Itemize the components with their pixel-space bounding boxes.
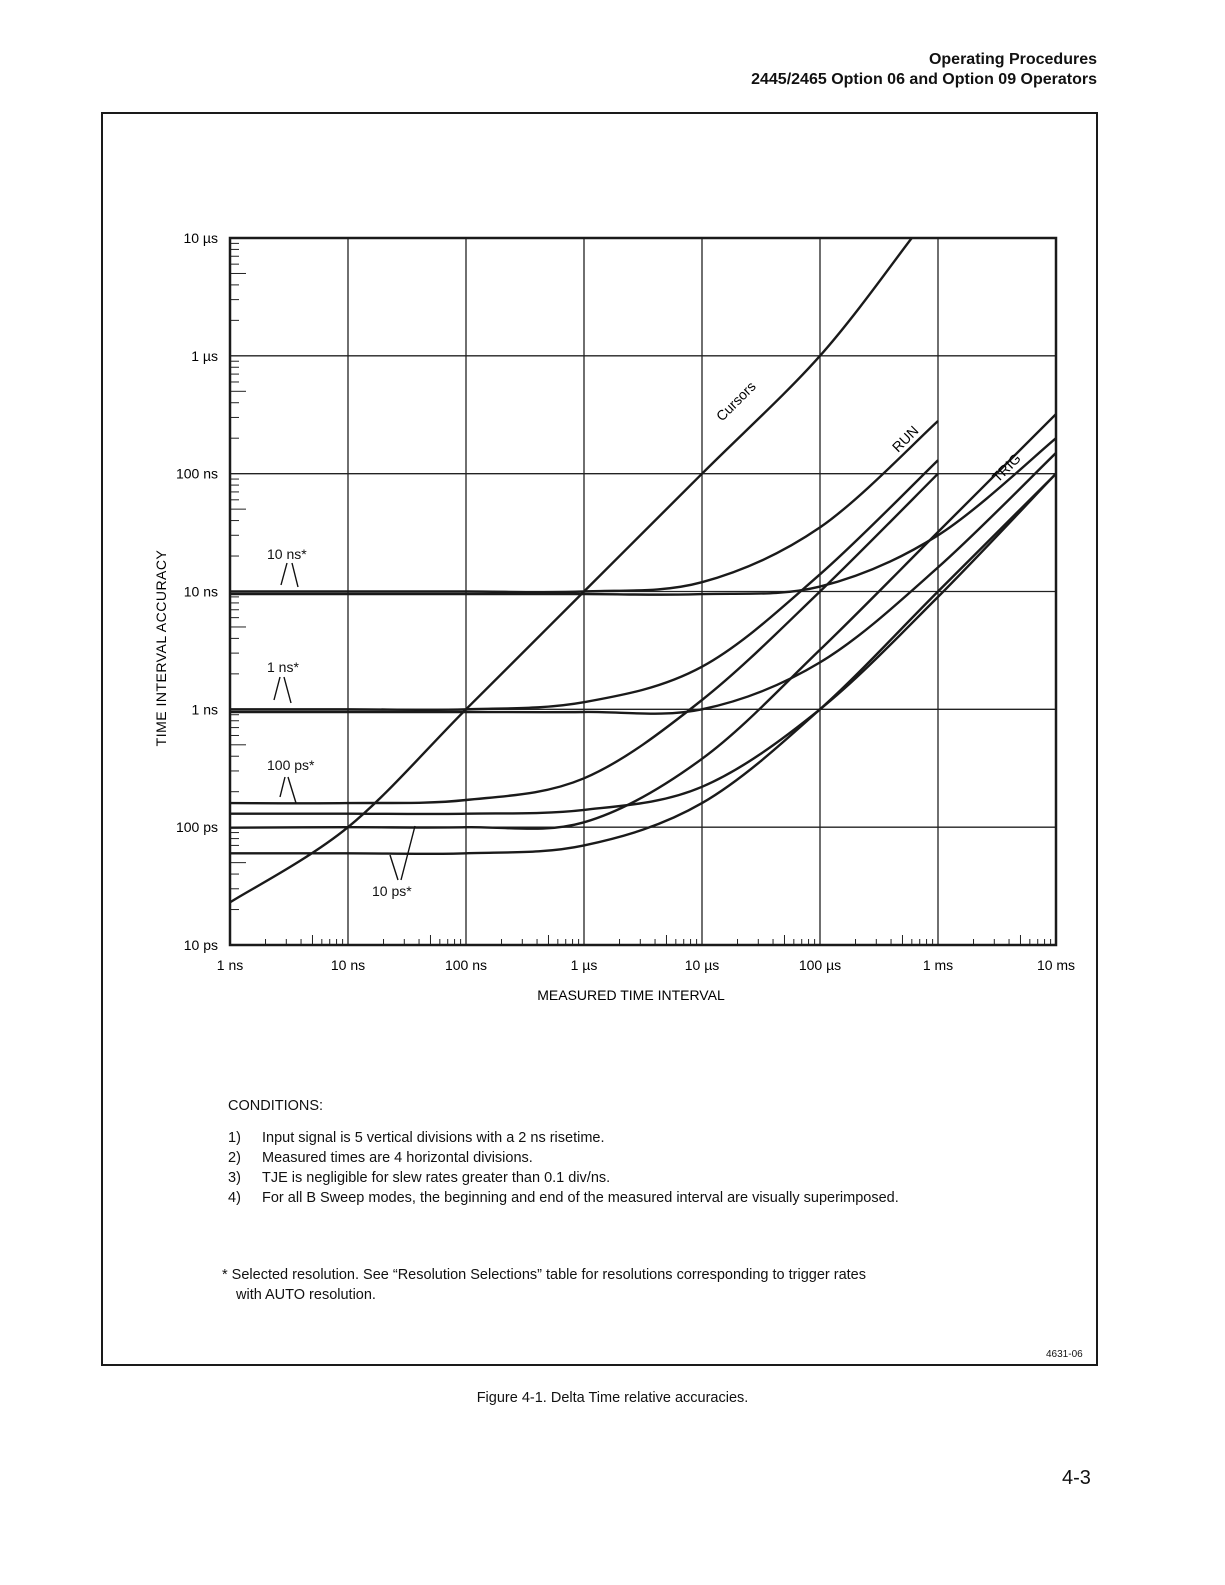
y-tick-label: 100 ps	[175, 819, 218, 836]
x-tick-label: 1 ns	[216, 957, 244, 973]
y-tick-label: 1 ns	[191, 701, 218, 718]
y-axis-label: TIME INTERVAL ACCURACY	[153, 549, 169, 747]
annotation-10ps: 10 ps*	[372, 883, 412, 899]
x-tick-label: 100 ns	[444, 957, 488, 973]
condition-number: 3)	[228, 1170, 241, 1186]
figure-id: 4631-06	[1046, 1349, 1083, 1360]
x-tick-label: 1 µs	[570, 957, 598, 973]
y-tick-label: 100 ns	[175, 465, 218, 482]
x-tick-label: 100 µs	[798, 957, 842, 973]
y-tick-label: 1 µs	[191, 347, 218, 364]
condition-item	[228, 1190, 899, 1206]
x-tick-label: 10 ms	[1036, 957, 1076, 973]
x-tick-labels	[217, 957, 1075, 973]
x-tick-label: 1 ms	[922, 957, 954, 973]
page-number: 4-3	[1062, 1467, 1091, 1489]
condition-item	[228, 1170, 610, 1186]
y-tick-label: 10 ns	[183, 583, 218, 600]
figure-caption: Figure 4-1. Delta Time relative accuracies.	[476, 1390, 749, 1406]
series-label-cursors: Cursors	[712, 378, 759, 425]
condition-item	[228, 1130, 605, 1146]
y-tick-label: 10 ps	[183, 937, 218, 953]
series-label-run: RUN	[888, 422, 922, 456]
condition-text: Measured times are 4 horizontal divisions.	[262, 1150, 533, 1166]
condition-number: 2)	[228, 1150, 241, 1166]
running-header-subtitle: 2445/2465 Option 06 and Option 09 Operators	[751, 71, 1097, 88]
conditions-title: CONDITIONS:	[228, 1098, 324, 1114]
y-tick-label: 10 µs	[183, 230, 218, 246]
condition-number: 1)	[228, 1130, 241, 1146]
annotation-10ns: 10 ns*	[267, 546, 307, 562]
condition-text: For all B Sweep modes, the beginning and end of the measured interval are visually superimposed.	[262, 1190, 899, 1206]
running-header-title: Operating Procedures	[928, 51, 1097, 68]
footnote	[222, 1265, 1022, 1305]
condition-text: Input signal is 5 vertical divisions with a 2 ns risetime.	[262, 1130, 605, 1146]
y-tick-labels	[176, 230, 218, 953]
x-tick-label: 10 µs	[684, 957, 720, 973]
condition-number: 4)	[228, 1190, 241, 1206]
footnote-line-1: * Selected resolution. See “Resolution Selections” table for resolutions corresponding to trigger rates	[222, 1267, 866, 1283]
condition-item	[228, 1150, 533, 1166]
x-tick-label: 10 ns	[330, 957, 366, 973]
x-axis-label: MEASURED TIME INTERVAL	[537, 987, 725, 1003]
series-label-trig: TRIG	[988, 450, 1024, 486]
condition-text: TJE is negligible for slew rates greater than 0.1 div/ns.	[262, 1170, 611, 1186]
annotation-100ps: 100 ps*	[267, 757, 315, 773]
annotation-1ns: 1 ns*	[267, 659, 299, 675]
accuracy-chart	[140, 225, 1080, 1025]
footnote-line-2: with AUTO resolution.	[236, 1287, 376, 1303]
